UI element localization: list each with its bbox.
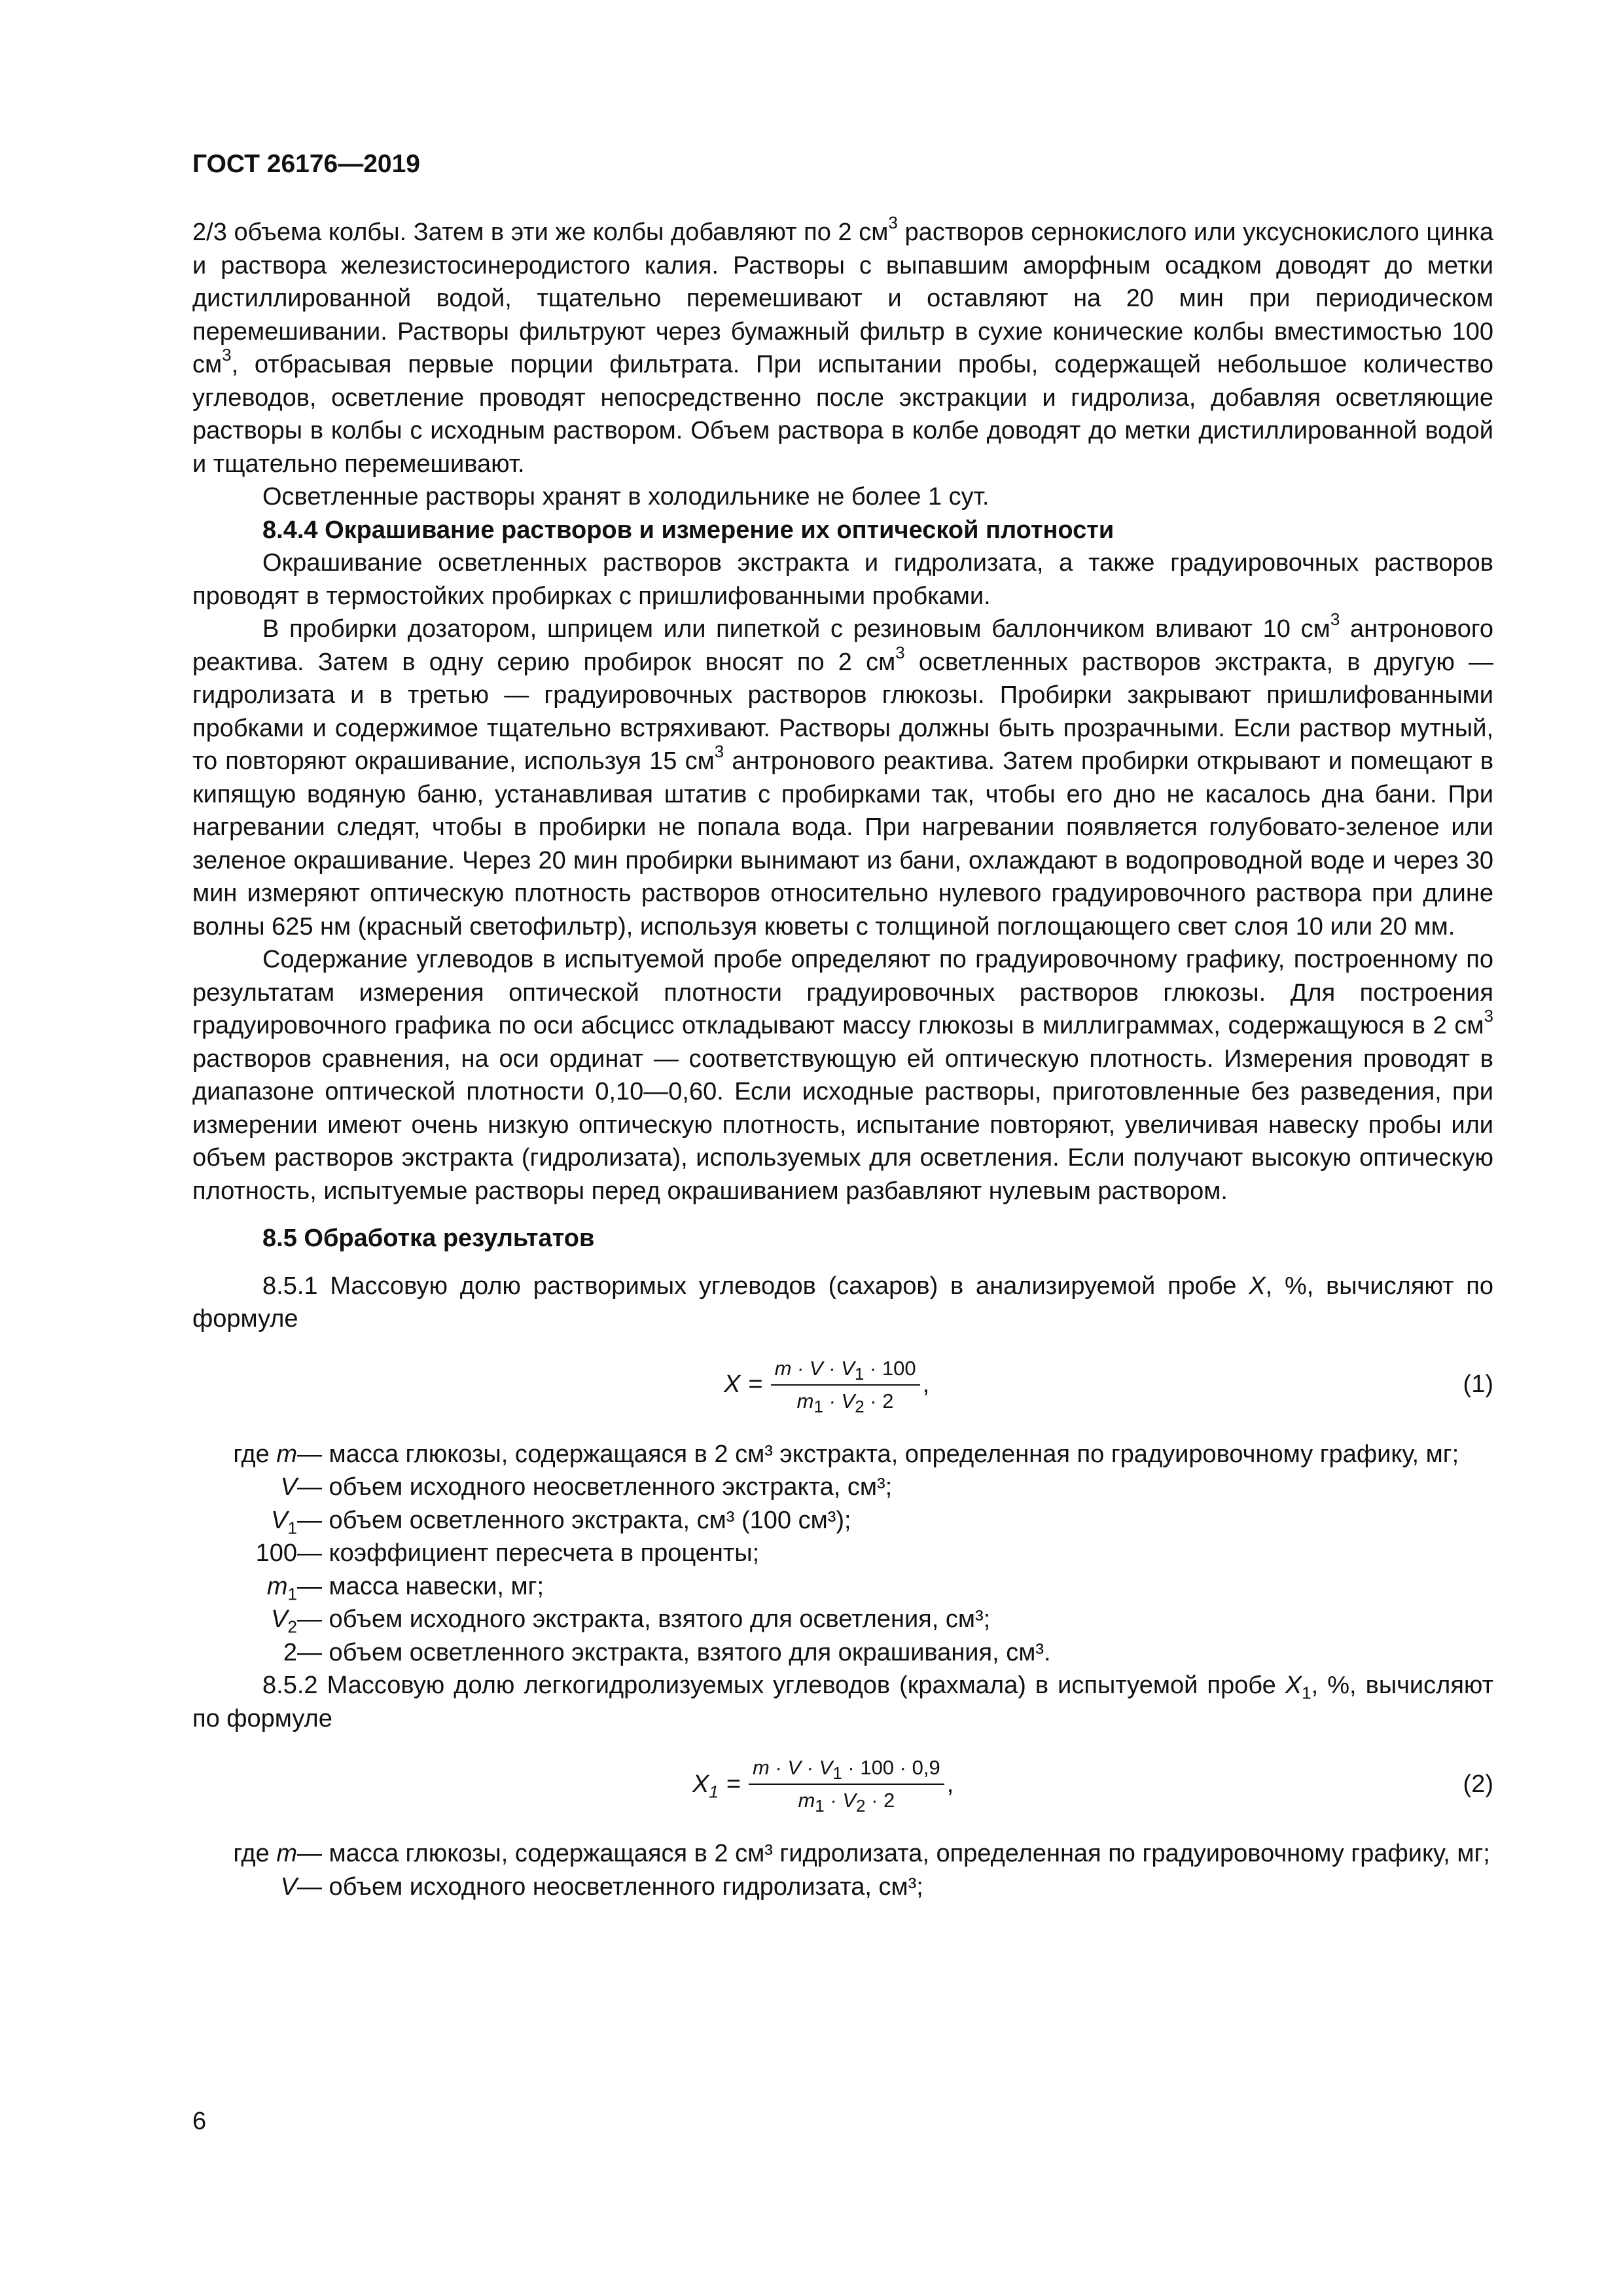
paragraph-clarification: 2/3 объема колбы. Затем в эти же колбы добавляют по 2 $см^3$ растворов сернокислого или уксуснокислого цинка и раствора железистосинеродистого калия. Растворы с выпавшим аморфным осадком доводят до метки дистиллированной водой, тщательно перемешивают и оставляют на 20 мин при периодическом перемешивании. Растворы фильтруют через бумажный фильтр в сухие конические колбы вместимостью 100 $см^3$, отбрасывая первые порции фильтрата. При испытании пробы, содержащей небольшое количество углеводов, осветление проводят непосредственно после экстракции и гидролиза, добавляя осветляющие растворы в колбы с исходным раствором. Объем раствора в колбе доводят до метки дистиллированной водой и тщательно перемешивают.: [192, 213, 1493, 478]
formula-2: $X_1$ = $\frac{m \cdot V \cdot V_1 \cdot 100 \cdot 0,9}{m_1 \cdot V_2 \cdot 2}$ , (2): [192, 1743, 1493, 1825]
paragraph-8-5-2: 8.5.2 Массовую долю легкогидролизуемых углеводов (крахмала) в испытуемой пробе $X_1$, %, вычисляют по формуле: [192, 1672, 1493, 1732]
section-heading-8-4-4: 8.4.4 Окрашивание растворов и измерение их оптической плотности: [262, 516, 1115, 544]
legend-row: $m_1$ — масса навески, мг;: [266, 1572, 544, 1604]
formula-1-fraction: $\frac{m \cdot V \cdot V_1 \cdot 100}{m_1 \cdot V_2 \cdot 2}$: [771, 1355, 920, 1414]
legend-row: 2 — объем осветленного экстракта, взятого для окрашивания, см³.: [283, 1638, 1051, 1666]
paragraph-calibration: Содержание углеводов в испытуемой пробе определяют по градуировочному графику, построенному по результатам измерения оптической плотности градуировочных растворов глюкозы. Для построения градуировочного графика по оси абсцисс откладывают массу глюкозы в миллиграммах, содержащуюся в 2 $см^3$ растворов сравнения, на оси ординат — соответствующую ей оптическую плотность. Измерения проводят в диапазоне оптической плотности 0,10—0,60. Если исходные растворы, приготовленные без разведения, при измерении имеют очень низкую оптическую плотность, испытание повторяют, увеличивая навеску пробы или объем растворов экстракта (гидролизата), используемых для осветления. Если получают высокую оптическую плотность, испытуемые растворы перед окрашиванием разбавляют нулевым раствором.: [192, 946, 1493, 1205]
formula-2-number: (2): [1463, 1770, 1493, 1798]
legend-row: $V_2$ — объем исходного экстракта, взятого для осветления, см³;: [271, 1605, 991, 1637]
legend-row: где m — масса глюкозы, содержащаяся в 2 см³ гидролизата, определенная по градуировочному графику, мг;: [233, 1840, 1490, 1867]
legend-row: $V_1$ — объем осветленного экстракта, см³ (100 см³);: [271, 1506, 851, 1538]
paragraph-coloring-intro: Окрашивание осветленных растворов экстракта и гидролизата, а также градуировочных растворов проводят в термостойких пробирках с пришлифованными пробками.: [192, 549, 1493, 610]
formula-1: X = $\frac{m \cdot V \cdot V_1 \cdot 100}{m_1 \cdot V_2 \cdot 2}$ , (1): [192, 1344, 1493, 1426]
formula-1-lhs: X: [724, 1371, 741, 1399]
page-number: 6: [192, 2108, 207, 2135]
standard-header: ГОСТ 26176—2019: [192, 150, 420, 178]
legend-formula-2: [192, 1837, 1493, 1903]
formula-1-number: (1): [1463, 1371, 1493, 1399]
legend-formula-1: [192, 1438, 1493, 1670]
legend-row: 100 — коэффициент пересчета в проценты;: [255, 1539, 760, 1567]
legend-row: V — объем исходного неосветленного экстракта, см³;: [280, 1473, 893, 1501]
formula-2-fraction: $\frac{m \cdot V \cdot V_1 \cdot 100 \cdot 0,9}{m_1 \cdot V_2 \cdot 2}$: [749, 1755, 944, 1814]
formula-2-lhs: $X_1$: [692, 1770, 719, 1802]
section-heading-8-5: 8.5 Обработка результатов: [262, 1225, 595, 1252]
paragraph-storage: Осветленные растворы хранят в холодильнике не более 1 сут.: [262, 483, 990, 511]
paragraph-8-5-1: 8.5.1 Массовую долю растворимых углеводов (сахаров) в анализируемой пробе X, %, вычисляют по формуле: [192, 1272, 1493, 1333]
legend-row: где m — масса глюкозы, содержащаяся в 2 см³ экстракта, определенная по градуировочному графику, мг;: [233, 1440, 1459, 1468]
document-body: [192, 213, 1494, 1903]
legend-row: V — объем исходного неосветленного гидролизата, см³;: [280, 1873, 923, 1901]
paragraph-coloring-procedure: В пробирки дозатором, шприцем или пипеткой с резиновым баллончиком вливают 10 $см^3$ антронового реактива. Затем в одну серию пробирок вносят по 2 $см^3$ осветленных растворов экстракта, в другую — гидролизата и в третью — градуировочных растворов глюкозы. Пробирки закрывают пришлифованными пробками и содержимое тщательно встряхивают. Растворы должны быть прозрачными. Если раствор мутный, то повторяют окрашивание, используя 15 $см^3$ антронового реактива. Затем пробирки открывают и помещают в кипящую водяную баню, устанавливая штатив с пробирками так, чтобы его дно не касалось дна бани. При нагревании следят, чтобы в пробирки не попала вода. При нагревании появляется голубовато-зеленое или зеленое окрашивание. Через 20 мин пробирки вынимают из бани, охлаждают в водопроводной воде и через 30 мин измеряют оптическую плотность растворов относительно нулевого градуировочного раствора при длине волны 625 нм (красный светофильтр), используя кюветы с толщиной поглощающего свет слоя 10 или 20 мм.: [192, 609, 1494, 941]
